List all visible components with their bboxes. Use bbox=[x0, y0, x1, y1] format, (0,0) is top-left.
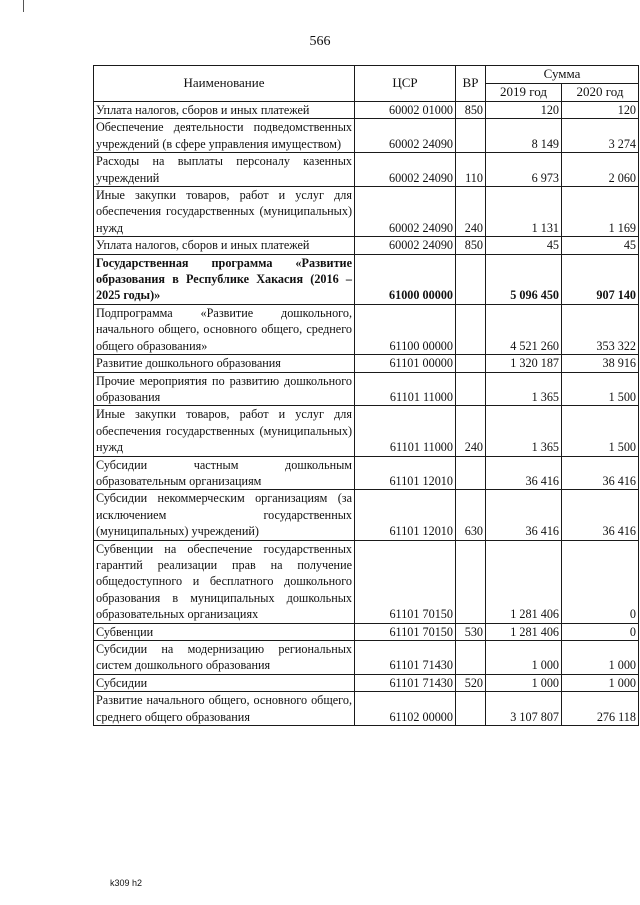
row-sum-2020: 0 bbox=[562, 623, 639, 640]
row-name: Иные закупки товаров, работ и услуг для обеспечения государственных (муниципальных) нужд bbox=[94, 187, 355, 237]
table-row bbox=[94, 692, 639, 726]
row-vr bbox=[456, 254, 486, 304]
table-row bbox=[94, 153, 639, 187]
row-sum-2019: 1 281 406 bbox=[486, 540, 562, 623]
row-vr bbox=[456, 355, 486, 372]
table-row bbox=[94, 355, 639, 372]
row-sum-2019: 4 521 260 bbox=[486, 304, 562, 354]
row-name: Субсидии bbox=[94, 674, 355, 691]
row-sum-2019: 8 149 bbox=[486, 119, 562, 153]
row-csr: 61101 71430 bbox=[355, 641, 456, 675]
row-name: Подпрограмма «Развитие дошкольного, начального общего, основного общего, среднего общего образования» bbox=[94, 304, 355, 354]
row-vr: 850 bbox=[456, 237, 486, 254]
row-vr: 850 bbox=[456, 102, 486, 119]
row-sum-2019: 1 281 406 bbox=[486, 623, 562, 640]
table-row bbox=[94, 119, 639, 153]
row-sum-2019: 6 973 bbox=[486, 153, 562, 187]
row-vr: 530 bbox=[456, 623, 486, 640]
row-vr bbox=[456, 372, 486, 406]
table-row bbox=[94, 490, 639, 540]
table-row bbox=[94, 456, 639, 490]
row-sum-2019: 120 bbox=[486, 102, 562, 119]
row-vr: 110 bbox=[456, 153, 486, 187]
table-row bbox=[94, 540, 639, 623]
row-name: Субвенции на обеспечение государственных гарантий реализации прав на получение общедоступного и бесплатного дошкольного образования в муниципальных дошкольных образовательных организациях bbox=[94, 540, 355, 623]
row-sum-2019: 3 107 807 bbox=[486, 692, 562, 726]
row-csr: 60002 24090 bbox=[355, 187, 456, 237]
row-sum-2020: 353 322 bbox=[562, 304, 639, 354]
row-name: Уплата налогов, сборов и иных платежей bbox=[94, 102, 355, 119]
row-csr: 61101 12010 bbox=[355, 456, 456, 490]
row-vr bbox=[456, 540, 486, 623]
scan-edge-mark bbox=[23, 0, 24, 12]
row-sum-2020: 1 169 bbox=[562, 187, 639, 237]
row-sum-2020: 907 140 bbox=[562, 254, 639, 304]
row-vr: 520 bbox=[456, 674, 486, 691]
row-sum-2020: 120 bbox=[562, 102, 639, 119]
row-name: Обеспечение деятельности подведомственных учреждений (в сфере управления имуществом) bbox=[94, 119, 355, 153]
table-row bbox=[94, 237, 639, 254]
row-csr: 61101 11000 bbox=[355, 372, 456, 406]
row-sum-2020: 36 416 bbox=[562, 456, 639, 490]
row-vr: 630 bbox=[456, 490, 486, 540]
budget-table bbox=[93, 65, 639, 726]
row-vr bbox=[456, 692, 486, 726]
table-row bbox=[94, 304, 639, 354]
table-row bbox=[94, 372, 639, 406]
header-vr: ВР bbox=[456, 66, 486, 102]
row-csr: 61101 12010 bbox=[355, 490, 456, 540]
row-sum-2019: 45 bbox=[486, 237, 562, 254]
row-name: Уплата налогов, сборов и иных платежей bbox=[94, 237, 355, 254]
row-vr bbox=[456, 456, 486, 490]
row-name: Субвенции bbox=[94, 623, 355, 640]
row-sum-2020: 38 916 bbox=[562, 355, 639, 372]
row-sum-2020: 36 416 bbox=[562, 490, 639, 540]
row-sum-2020: 276 118 bbox=[562, 692, 639, 726]
row-sum-2020: 1 500 bbox=[562, 372, 639, 406]
row-name: Субсидии частным дошкольным образовательным организациям bbox=[94, 456, 355, 490]
row-csr: 60002 01000 bbox=[355, 102, 456, 119]
table-row bbox=[94, 187, 639, 237]
row-sum-2019: 1 365 bbox=[486, 372, 562, 406]
row-csr: 61101 70150 bbox=[355, 623, 456, 640]
row-csr: 61101 00000 bbox=[355, 355, 456, 372]
row-sum-2019: 1 320 187 bbox=[486, 355, 562, 372]
row-sum-2020: 1 000 bbox=[562, 641, 639, 675]
row-vr bbox=[456, 304, 486, 354]
table-body bbox=[94, 102, 639, 726]
row-sum-2020: 2 060 bbox=[562, 153, 639, 187]
row-csr: 60002 24090 bbox=[355, 237, 456, 254]
row-vr: 240 bbox=[456, 406, 486, 456]
row-sum-2019: 36 416 bbox=[486, 490, 562, 540]
table-row bbox=[94, 623, 639, 640]
row-name: Субсидии на модернизацию региональных систем дошкольного образования bbox=[94, 641, 355, 675]
header-year-2020: 2020 год bbox=[562, 84, 639, 102]
header-name: Наименование bbox=[94, 66, 355, 102]
row-vr bbox=[456, 641, 486, 675]
row-name: Государственная программа «Развитие образования в Республике Хакасия (2016 – 2025 годы)» bbox=[94, 254, 355, 304]
row-csr: 61102 00000 bbox=[355, 692, 456, 726]
row-vr: 240 bbox=[456, 187, 486, 237]
row-csr: 60002 24090 bbox=[355, 153, 456, 187]
row-name: Расходы на выплаты персоналу казенных учреждений bbox=[94, 153, 355, 187]
row-sum-2020: 45 bbox=[562, 237, 639, 254]
row-sum-2019: 1 000 bbox=[486, 641, 562, 675]
row-sum-2020: 1 000 bbox=[562, 674, 639, 691]
row-sum-2019: 5 096 450 bbox=[486, 254, 562, 304]
row-sum-2019: 1 365 bbox=[486, 406, 562, 456]
row-csr: 61101 70150 bbox=[355, 540, 456, 623]
row-name: Развитие начального общего, основного общего, среднего общего образования bbox=[94, 692, 355, 726]
table-row bbox=[94, 254, 639, 304]
header-sum: Сумма bbox=[486, 66, 639, 84]
row-sum-2019: 1 131 bbox=[486, 187, 562, 237]
row-csr: 61100 00000 bbox=[355, 304, 456, 354]
row-name: Прочие мероприятия по развитию дошкольного образования bbox=[94, 372, 355, 406]
header-csr: ЦСР bbox=[355, 66, 456, 102]
row-name: Развитие дошкольного образования bbox=[94, 355, 355, 372]
row-csr: 61101 71430 bbox=[355, 674, 456, 691]
row-sum-2020: 1 500 bbox=[562, 406, 639, 456]
row-csr: 61101 11000 bbox=[355, 406, 456, 456]
row-csr: 60002 24090 bbox=[355, 119, 456, 153]
row-sum-2020: 3 274 bbox=[562, 119, 639, 153]
row-csr: 61000 00000 bbox=[355, 254, 456, 304]
table-row bbox=[94, 641, 639, 675]
table-row bbox=[94, 674, 639, 691]
table-row bbox=[94, 102, 639, 119]
row-vr bbox=[456, 119, 486, 153]
header-year-2019: 2019 год bbox=[486, 84, 562, 102]
row-sum-2019: 1 000 bbox=[486, 674, 562, 691]
footer-code: k309 h2 bbox=[110, 878, 143, 888]
table-row bbox=[94, 406, 639, 456]
row-name: Субсидии некоммерческим организациям (за исключением государственных (муниципальных) учреждений) bbox=[94, 490, 355, 540]
row-sum-2020: 0 bbox=[562, 540, 639, 623]
row-name: Иные закупки товаров, работ и услуг для обеспечения государственных (муниципальных) нужд bbox=[94, 406, 355, 456]
row-sum-2019: 36 416 bbox=[486, 456, 562, 490]
page-number: 566 bbox=[309, 34, 331, 49]
